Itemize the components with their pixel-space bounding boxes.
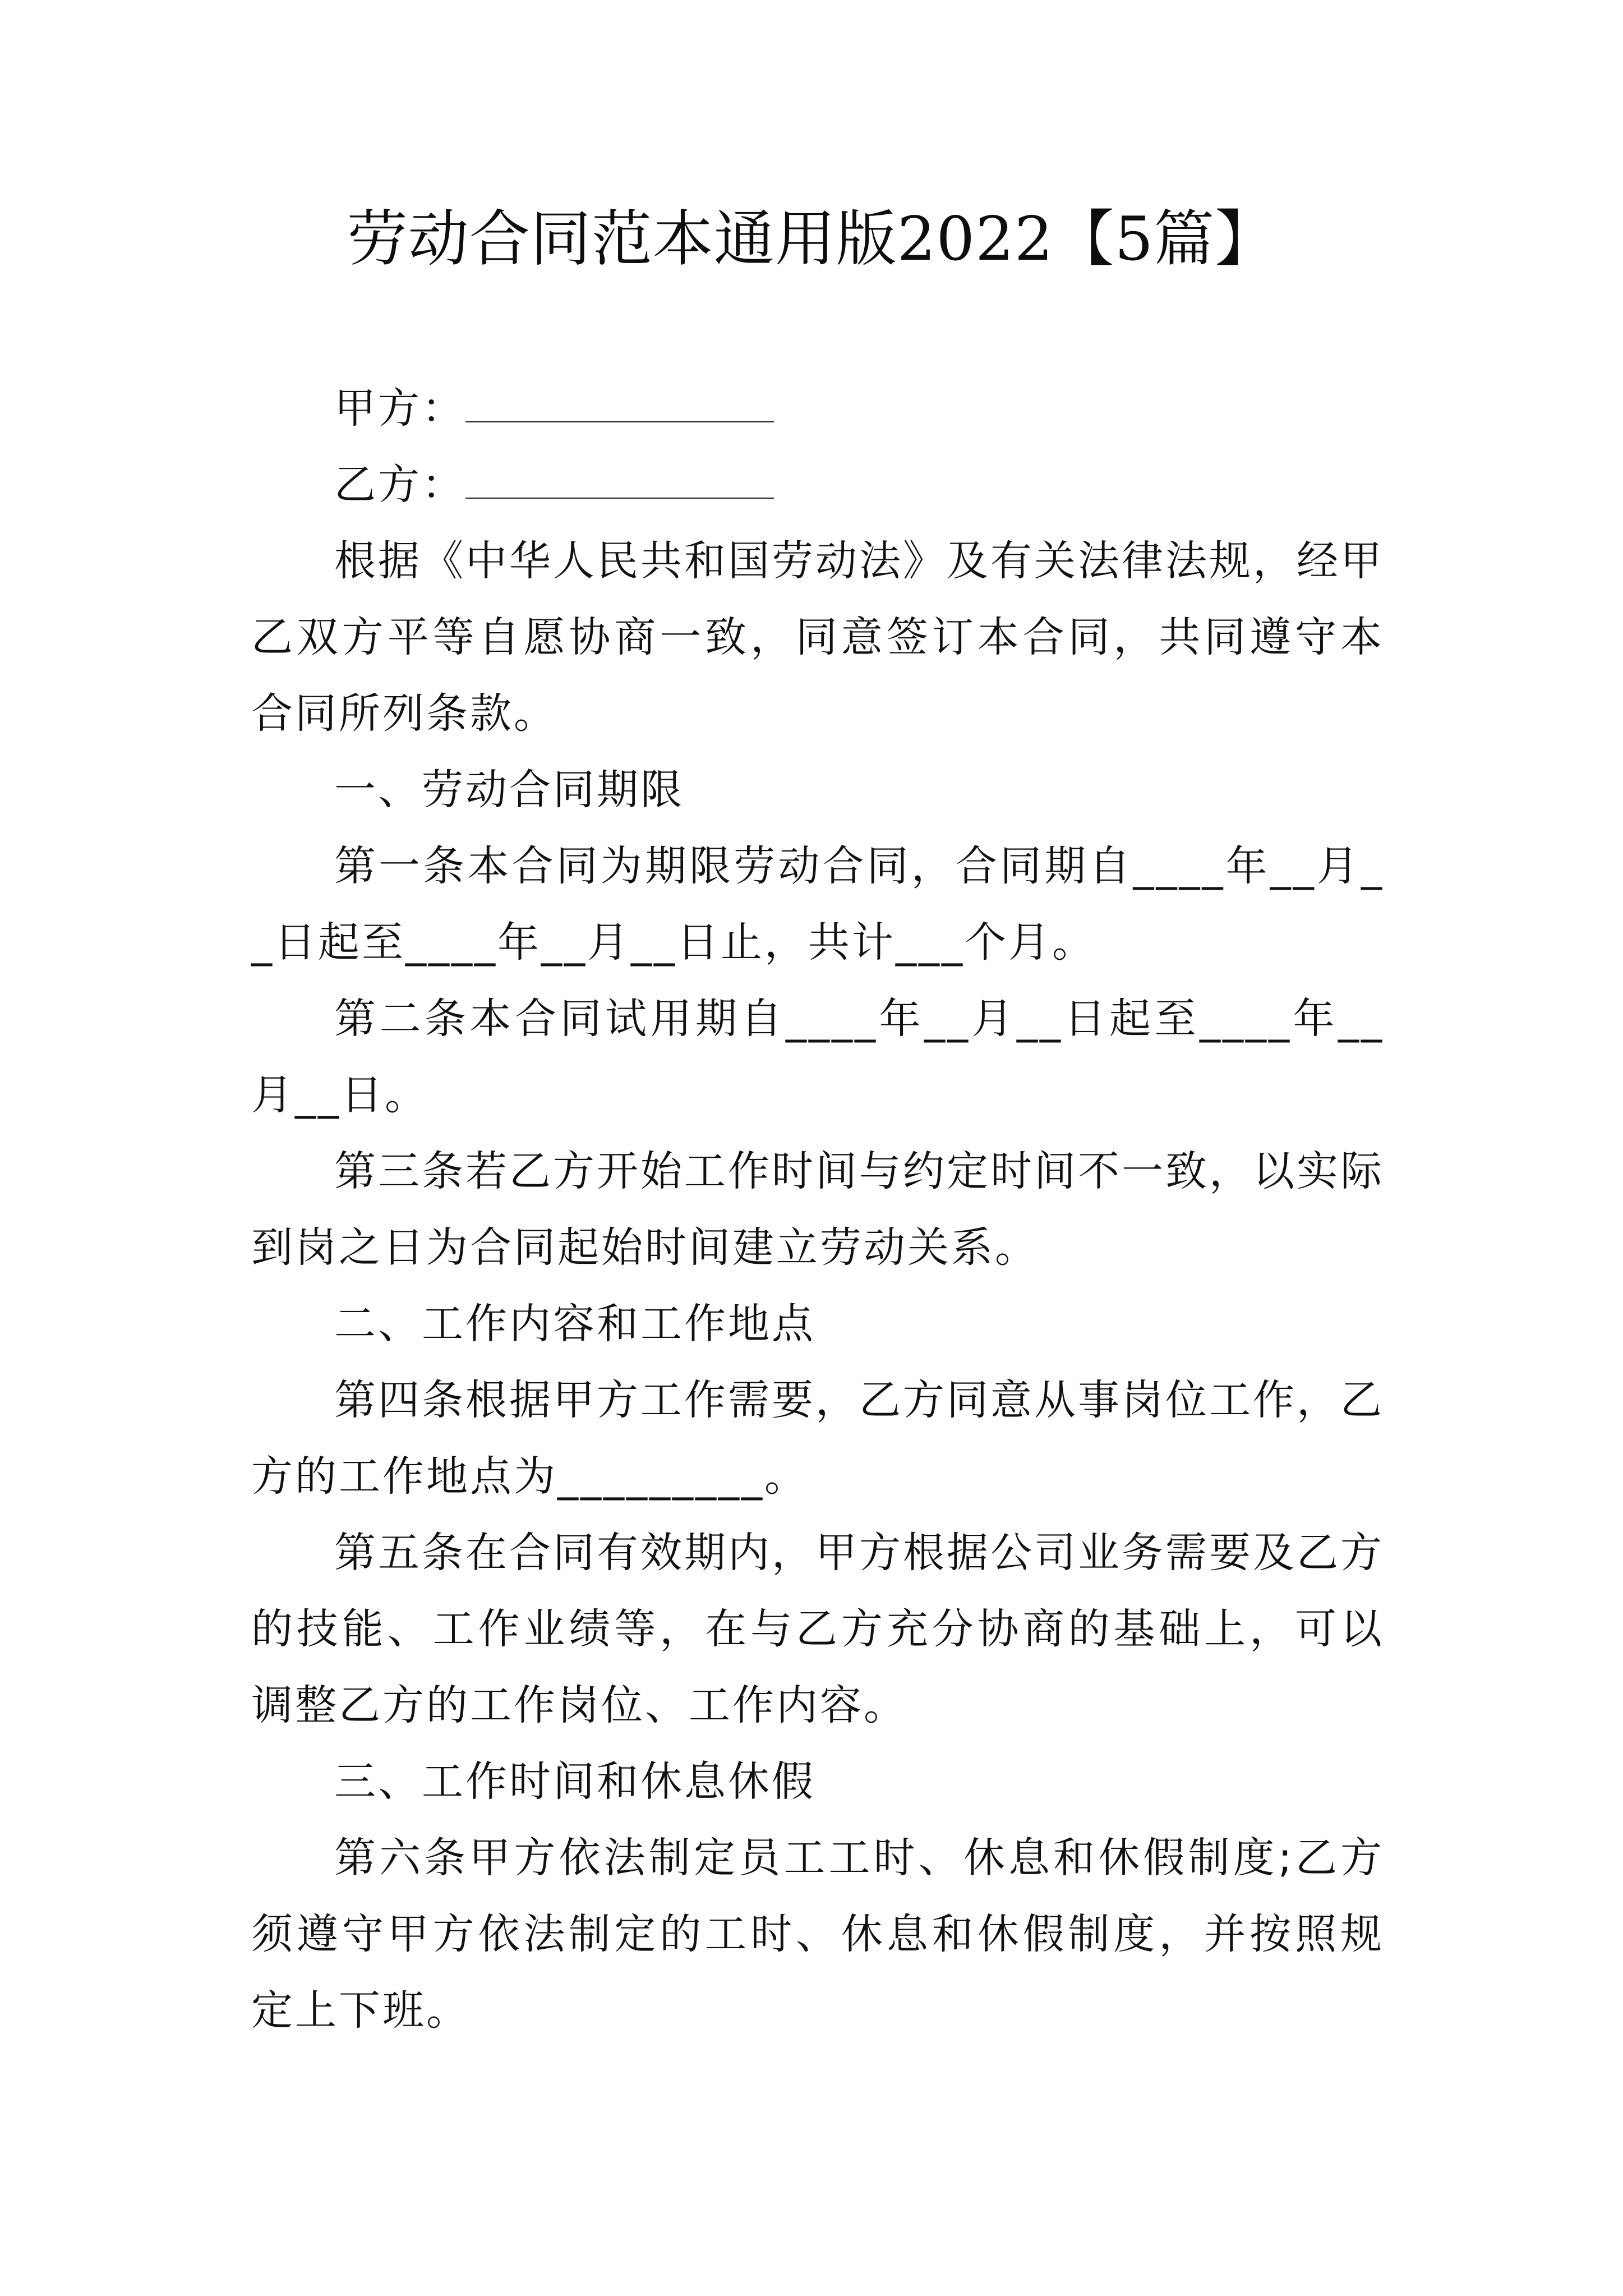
party-a-blank — [465, 388, 774, 422]
article-2: 第二条本合同试用期自____年__月__日起至____年__月__日。 — [251, 995, 1384, 1119]
party-b-line — [251, 447, 1384, 523]
section-heading-hours: 三、工作时间和休息休假 — [334, 1757, 815, 1806]
party-b-label: 乙方： — [334, 461, 465, 509]
paragraph-preamble: 根据《中华人民共和国劳动法》及有关法律法规，经甲乙双方平等自愿协商一致，同意签订本合同，共同遵守本合同所列条款。 — [251, 537, 1384, 738]
party-a-line — [251, 370, 1384, 447]
section-heading-term: 一、劳动合同期限 — [334, 766, 684, 814]
document-body — [251, 370, 1384, 2049]
article-4: 第四条根据甲方工作需要，乙方同意从事岗位工作，乙方的工作地点为_________。 — [251, 1376, 1384, 1501]
section-heading-work: 二、工作内容和工作地点 — [334, 1300, 815, 1348]
party-b-blank — [465, 464, 774, 499]
party-a-label: 甲方： — [334, 384, 465, 432]
article-1: 第一条本合同为期限劳动合同，合同期自____年__月__日起至____年__月__日止，共计___个月。 — [251, 842, 1384, 967]
article-6: 第六条甲方依法制定员工工时、休息和休假制度;乙方须遵守甲方依法制定的工时、休息和休假制度，并按照规定上下班。 — [251, 1834, 1384, 2035]
document-title: 劳动合同范本通用版2022【5篇】 — [347, 204, 1276, 274]
article-5: 第五条在合同有效期内，甲方根据公司业务需要及乙方的技能、工作业绩等，在与乙方充分协商的基础上，可以调整乙方的工作岗位、工作内容。 — [251, 1529, 1384, 1729]
article-3: 第三条若乙方开始工作时间与约定时间不一致，以实际到岗之日为合同起始时间建立劳动关系。 — [251, 1147, 1384, 1272]
